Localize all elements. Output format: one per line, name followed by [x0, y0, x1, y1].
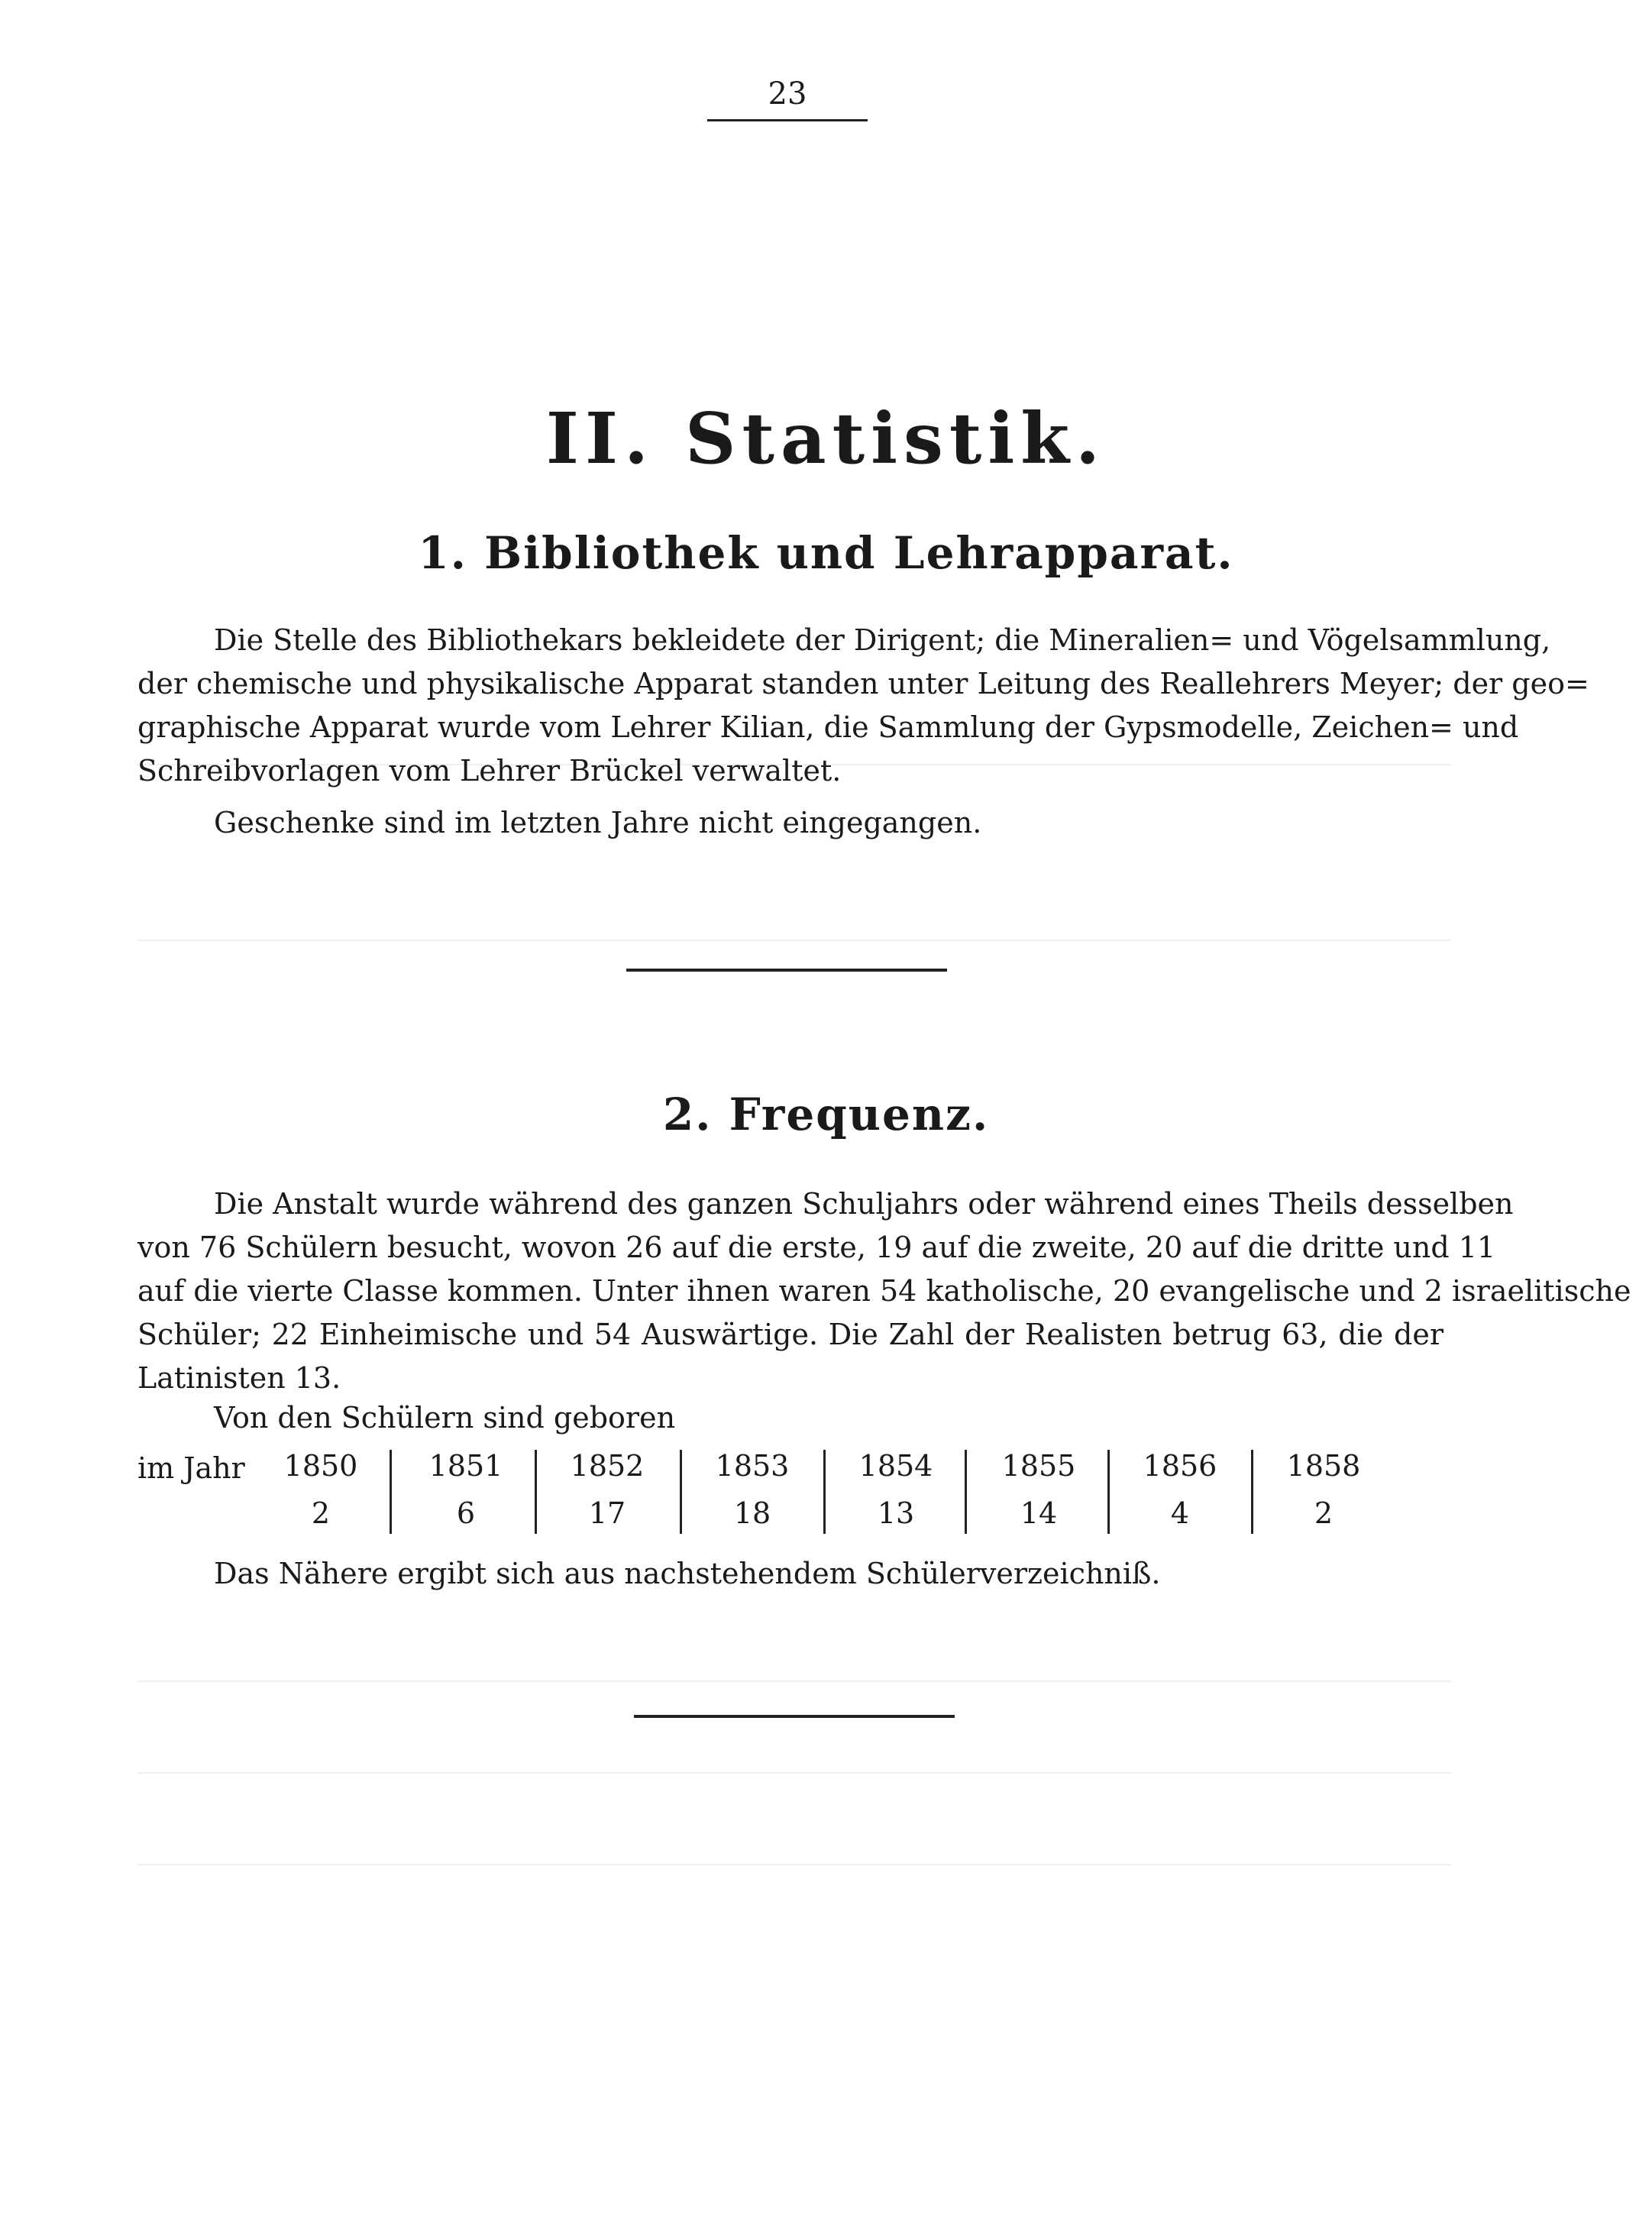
year-value: 1850	[283, 1449, 358, 1483]
year-value: 1855	[1001, 1449, 1076, 1483]
text-line: Die Stelle des Bibliothekars bekleidete der Dirigent; die Mineralien= und Vögelsammlung,	[214, 623, 1551, 657]
column-divider	[390, 1450, 392, 1534]
column-divider	[535, 1450, 537, 1534]
born-intro: Von den Schülern sind geboren	[214, 1401, 676, 1435]
count-value: 13	[877, 1496, 915, 1530]
section-divider	[626, 969, 947, 972]
year-value: 1854	[858, 1449, 933, 1483]
count-value: 17	[588, 1496, 626, 1530]
text-line: Latinisten 13.	[137, 1361, 341, 1395]
column-divider	[965, 1450, 967, 1534]
bleed-through-rule	[137, 1680, 1451, 1682]
bleed-through-rule	[137, 1864, 1451, 1865]
year-value: 1858	[1286, 1449, 1361, 1483]
year-column	[1123, 1442, 1237, 1537]
column-divider	[1107, 1450, 1110, 1534]
count-value: 2	[311, 1496, 331, 1530]
bleed-through-rule	[137, 940, 1451, 941]
year-column	[263, 1442, 378, 1537]
gifts-note: Geschenke sind im letzten Jahre nicht eingegangen.	[214, 806, 982, 839]
year-value: 1853	[715, 1449, 790, 1483]
year-value: 1851	[428, 1449, 503, 1483]
year-label: im Jahr	[137, 1451, 245, 1485]
count-value: 18	[733, 1496, 771, 1530]
year-value: 1852	[570, 1449, 645, 1483]
text-line: von 76 Schülern besucht, wovon 26 auf die erste, 19 auf die zweite, 20 auf die dritte und 11	[137, 1231, 1496, 1264]
year-column	[550, 1442, 664, 1537]
page-number: 23	[707, 76, 868, 121]
count-value: 4	[1170, 1496, 1190, 1530]
year-column	[1266, 1442, 1381, 1537]
year-column	[981, 1442, 1096, 1537]
year-value: 1856	[1143, 1449, 1217, 1483]
column-divider	[680, 1450, 682, 1534]
section-title-frequenz: 2. Frequenz.	[662, 1089, 990, 1140]
bleed-through-rule	[137, 1772, 1451, 1774]
bibliothek-paragraph	[137, 619, 1589, 793]
section-title-bibliothek: 1. Bibliothek und Lehrapparat.	[418, 527, 1234, 579]
column-divider	[823, 1450, 826, 1534]
text-line: Die Anstalt wurde während des ganzen Schuljahrs oder während eines Theils desselben	[214, 1187, 1514, 1221]
year-column	[695, 1442, 810, 1537]
text-line: Schüler; 22 Einheimische und 54 Auswärtige. Die Zahl der Realisten betrug 63, die der	[137, 1318, 1443, 1351]
count-value: 2	[1314, 1496, 1334, 1530]
column-divider	[1251, 1450, 1253, 1534]
year-column	[839, 1442, 953, 1537]
section-divider	[634, 1715, 955, 1718]
frequenz-paragraph	[137, 1182, 1631, 1400]
year-column	[409, 1442, 523, 1537]
text-line: auf die vierte Classe kommen. Unter ihnen waren 54 katholische, 20 evangelische und 2 israelitische	[137, 1274, 1631, 1308]
count-value: 14	[1020, 1496, 1058, 1530]
text-line: graphische Apparat wurde vom Lehrer Kilian, die Sammlung der Gypsmodelle, Zeichen= und	[137, 710, 1519, 744]
closing-note: Das Nähere ergibt sich aus nachstehendem Schülerverzeichniß.	[214, 1557, 1161, 1590]
count-value: 6	[456, 1496, 476, 1530]
text-line: der chemische und physikalische Apparat standen unter Leitung des Reallehrers Meyer; der geo=	[137, 667, 1589, 700]
chapter-title: II. Statistik.	[545, 397, 1107, 480]
text-line: Schreibvorlagen vom Lehrer Brückel verwaltet.	[137, 754, 842, 788]
